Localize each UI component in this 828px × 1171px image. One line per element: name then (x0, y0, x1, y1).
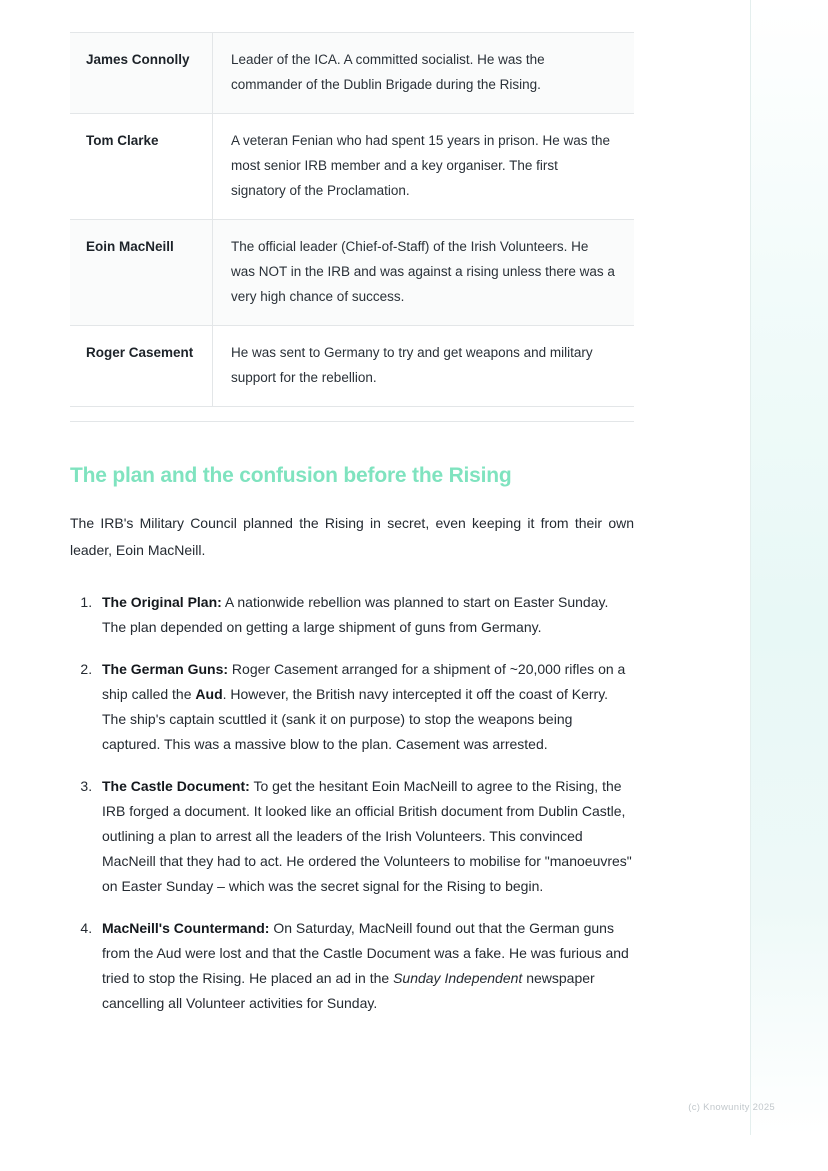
list-item-body: To get the hesitant Eoin MacNeill to agree to the Rising, the IRB forged a document. It looked like an official British document from Dublin Castle, outlining a plan to arrest all the leaders of the Irish Volunteers. This convinced MacNeill that they had to act. He ordered the Volunteers to mobilise for "manoeuvres" on Easter Sunday – which was the secret signal for the Rising to begin. (102, 778, 632, 894)
list-item-emphasis: Sunday Independent (393, 970, 523, 986)
list-item-lead: The German Guns: (102, 661, 229, 677)
list-item (96, 916, 634, 1016)
list-item (96, 590, 634, 640)
list-item-body: A nationwide rebellion was planned to start on Easter Sunday. The plan depended on getting a large shipment of guns from Germany. (102, 594, 609, 635)
list-item-body: On Saturday, MacNeill found out that the German guns from the Aud were lost and that the Castle Document was a fake. He was furious and tried to stop the Rising. He placed an ad in the (102, 920, 629, 986)
list-item (96, 774, 634, 899)
person-name: Tom Clarke (70, 114, 213, 220)
table-row (70, 33, 634, 114)
list-item-lead: MacNeill's Countermand: (102, 920, 270, 936)
section-intro-paragraph: The IRB's Military Council planned the Rising in secret, even keeping it from their own leader, Eoin MacNeill. (70, 515, 634, 558)
list-item-body: Roger Casement arranged for a shipment of ~20,000 rifles on a ship called the (102, 661, 626, 702)
footer-copyright: (c) Knowunity 2025 (688, 1102, 775, 1113)
list-item-lead: The Original Plan: (102, 594, 222, 610)
key-people-table (70, 32, 634, 407)
person-description: A veteran Fenian who had spent 15 years in prison. He was the most senior IRB member and a key organiser. The first signatory of the Proclamation. (231, 133, 610, 198)
plan-list (70, 590, 634, 1016)
person-description: Leader of the ICA. A committed socialist. He was the commander of the Dublin Brigade during the Rising. (213, 33, 635, 114)
page-side-divider (750, 0, 751, 1135)
table-row (70, 326, 634, 407)
person-name: Eoin MacNeill (70, 220, 213, 326)
list-item-emphasis: Aud (195, 686, 223, 702)
person-description: The official leader (Chief-of-Staff) of the Irish Volunteers. He was NOT in the IRB and was against a rising unless there was a very high chance of success. (213, 220, 635, 326)
list-item (96, 657, 634, 757)
section-divider (70, 421, 634, 422)
list-item-lead: The Castle Document: (102, 778, 250, 794)
list-item-body-continued: . However, the British navy intercepted it off the coast of Kerry. The ship's captain scuttled it (sank it on purpose) to stop the weapons being captured. This was a massive blow to the plan. Casement was arrested. (102, 686, 609, 752)
person-description: He was sent to Germany to try and get weapons and military support for the rebellion. (231, 345, 593, 385)
table-row (70, 220, 634, 326)
document-content (70, 0, 634, 1033)
list-item-body-continued: newspaper cancelling all Volunteer activities for Sunday. (102, 970, 595, 1011)
page-side-gradient (750, 0, 828, 1135)
section-heading: The plan and the confusion before the Rising (70, 464, 512, 487)
table-row (70, 114, 634, 220)
person-name: James Connolly (70, 33, 213, 114)
person-name: Roger Casement (70, 326, 213, 407)
